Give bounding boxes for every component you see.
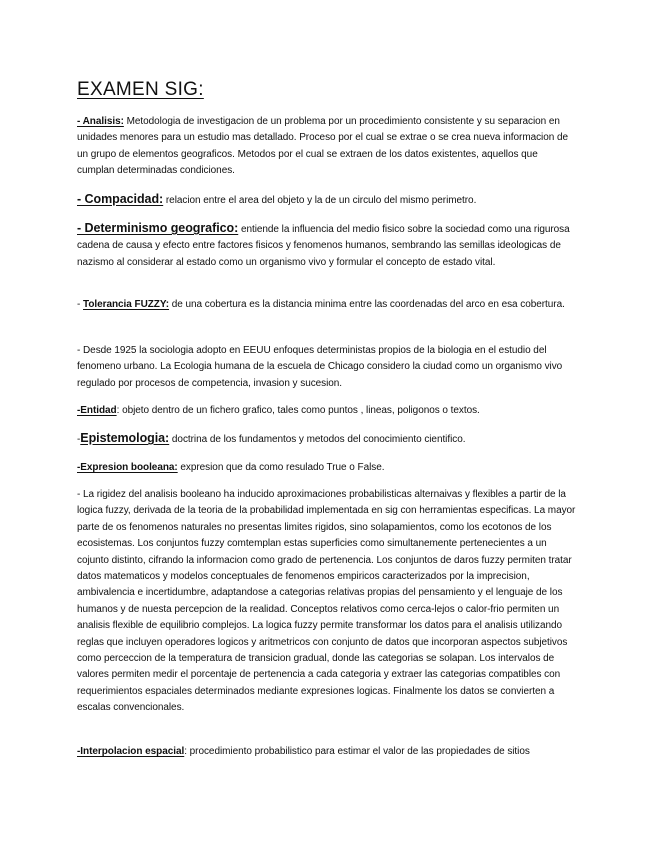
entry-prefix: -: [77, 434, 81, 445]
page-title: EXAMEN SIG:: [77, 79, 204, 100]
entry-term: -Expresion booleana:: [77, 462, 178, 473]
entry-term: Epistemologia:: [80, 431, 170, 445]
entry-logica-fuzzy: [77, 487, 577, 717]
entry-term: Tolerancia FUZZY:: [83, 299, 170, 310]
entry-text: - Desde 1925 la sociologia adopto en EEUU enfoques deterministas propios de la biologia en el estudio del fenomeno urbano. La Ecologia humana de la escuela de Chicago considero la ciudad como un organismo vivo regulado por procesos de competencia, invasion y sucesion.: [77, 345, 563, 389]
entry-term: -Entidad: [77, 405, 117, 416]
entry-text: expresion que da como resulado True o False.: [177, 462, 385, 473]
entry-entidad: [77, 403, 577, 419]
entry-compacidad: [77, 191, 577, 209]
entry-text: relacion entre el area del objeto y la de un circulo del mismo perimetro.: [163, 195, 477, 206]
entry-text: doctrina de los fundamentos y metodos del conocimiento cientifico.: [169, 434, 466, 445]
entry-analisis: [77, 114, 577, 180]
entry-term: - Compacidad:: [77, 192, 164, 206]
entry-tolerancia-fuzzy: [77, 297, 577, 313]
entry-interpolacion: [77, 744, 577, 760]
entry-prefix: -: [77, 299, 84, 310]
entry-text: entiende la influencia del medio fisico sobre la sociedad como una rigurosa cadena de causa y efecto entre factores fisicos y fenomenos humanos, sembrando las semillas ideologicas de nazismo al considerar al estado como un organismo vivo y formular el concepto de estado vital.: [77, 224, 570, 268]
entry-epistemologia: [77, 430, 577, 448]
entry-expresion-booleana: [77, 460, 577, 476]
entry-text: : procedimiento probabilistico para estimar el valor de las propiedades de sitios: [184, 746, 530, 757]
entry-sociologia: [77, 343, 577, 392]
entry-text: - La rigidez del analisis booleano ha inducido aproximaciones probabilisticas alternaivas y flexibles a partir de la logica fuzzy, derivada de la teoria de la probabilidad implementada en sig con herramientas especificas. La mayor parte de os fenomenos naturales no presentas limites rigidos, sino solapamientos, como los ecotonos de los ecosistemas. Los conjuntos fuzzy comtemplan estas superficies como simultanemente pertenecientes a un cojunto distinto, cifrando la informacion como grado de pertenencia. Los conjuntos de daros fuzzy permiten tratar datos matematicos y modelos conceptuales de fenomenos empiricos caracterizados por la imprecision, ambivalencia e incertidumbre, adaptandose a categorias relativas propias del pensamiento y el lenguaje de los humanos y de nuesta percepcion de la realidad. Conceptos relativos como cerca-lejos o calor-frio permiten un analisis flexible de equilibrio complejos. La logica fuzzy permite transformar los datos para el analisis utilizando reglas que incluyen operadores logicos y aritmetricos con conjunto de datos que incorporan aspectos subjetivos como perceccion de la temperatura de transicion gradual, donde las categorias se solapan. Los intervalos de valores permiten medir el porcentaje de pertenencia a cada categoria y extraer las categorias compatibles con requerimientos espaciales determinados mediante expresiones logicas. Finalmente los datos se convierten a escalas convencionales.: [77, 489, 576, 714]
entry-term: -Interpolacion espacial: [77, 746, 185, 757]
entry-text: : objeto dentro de un fichero grafico, tales como puntos , lineas, poligonos o textos.: [116, 405, 480, 416]
entry-term: - Analisis:: [77, 116, 124, 127]
entry-text: de una cobertura es la distancia minima entre las coordenadas del arco en esa cobertura.: [169, 299, 565, 310]
entry-term: - Determinismo geografico:: [77, 221, 239, 235]
entry-determinismo: [77, 220, 577, 271]
entry-text: Metodologia de investigacion de un problema por un procedimiento consistente y su separacion en unidades menores para un estudio mas detallado. Proceso por el cual se extrae o se crea nueva informacion de un grupo de elementos geograficos. Metodos por el cual se extraen de los datos existentes, aquellos que cumplan determinadas condiciones.: [77, 116, 569, 177]
